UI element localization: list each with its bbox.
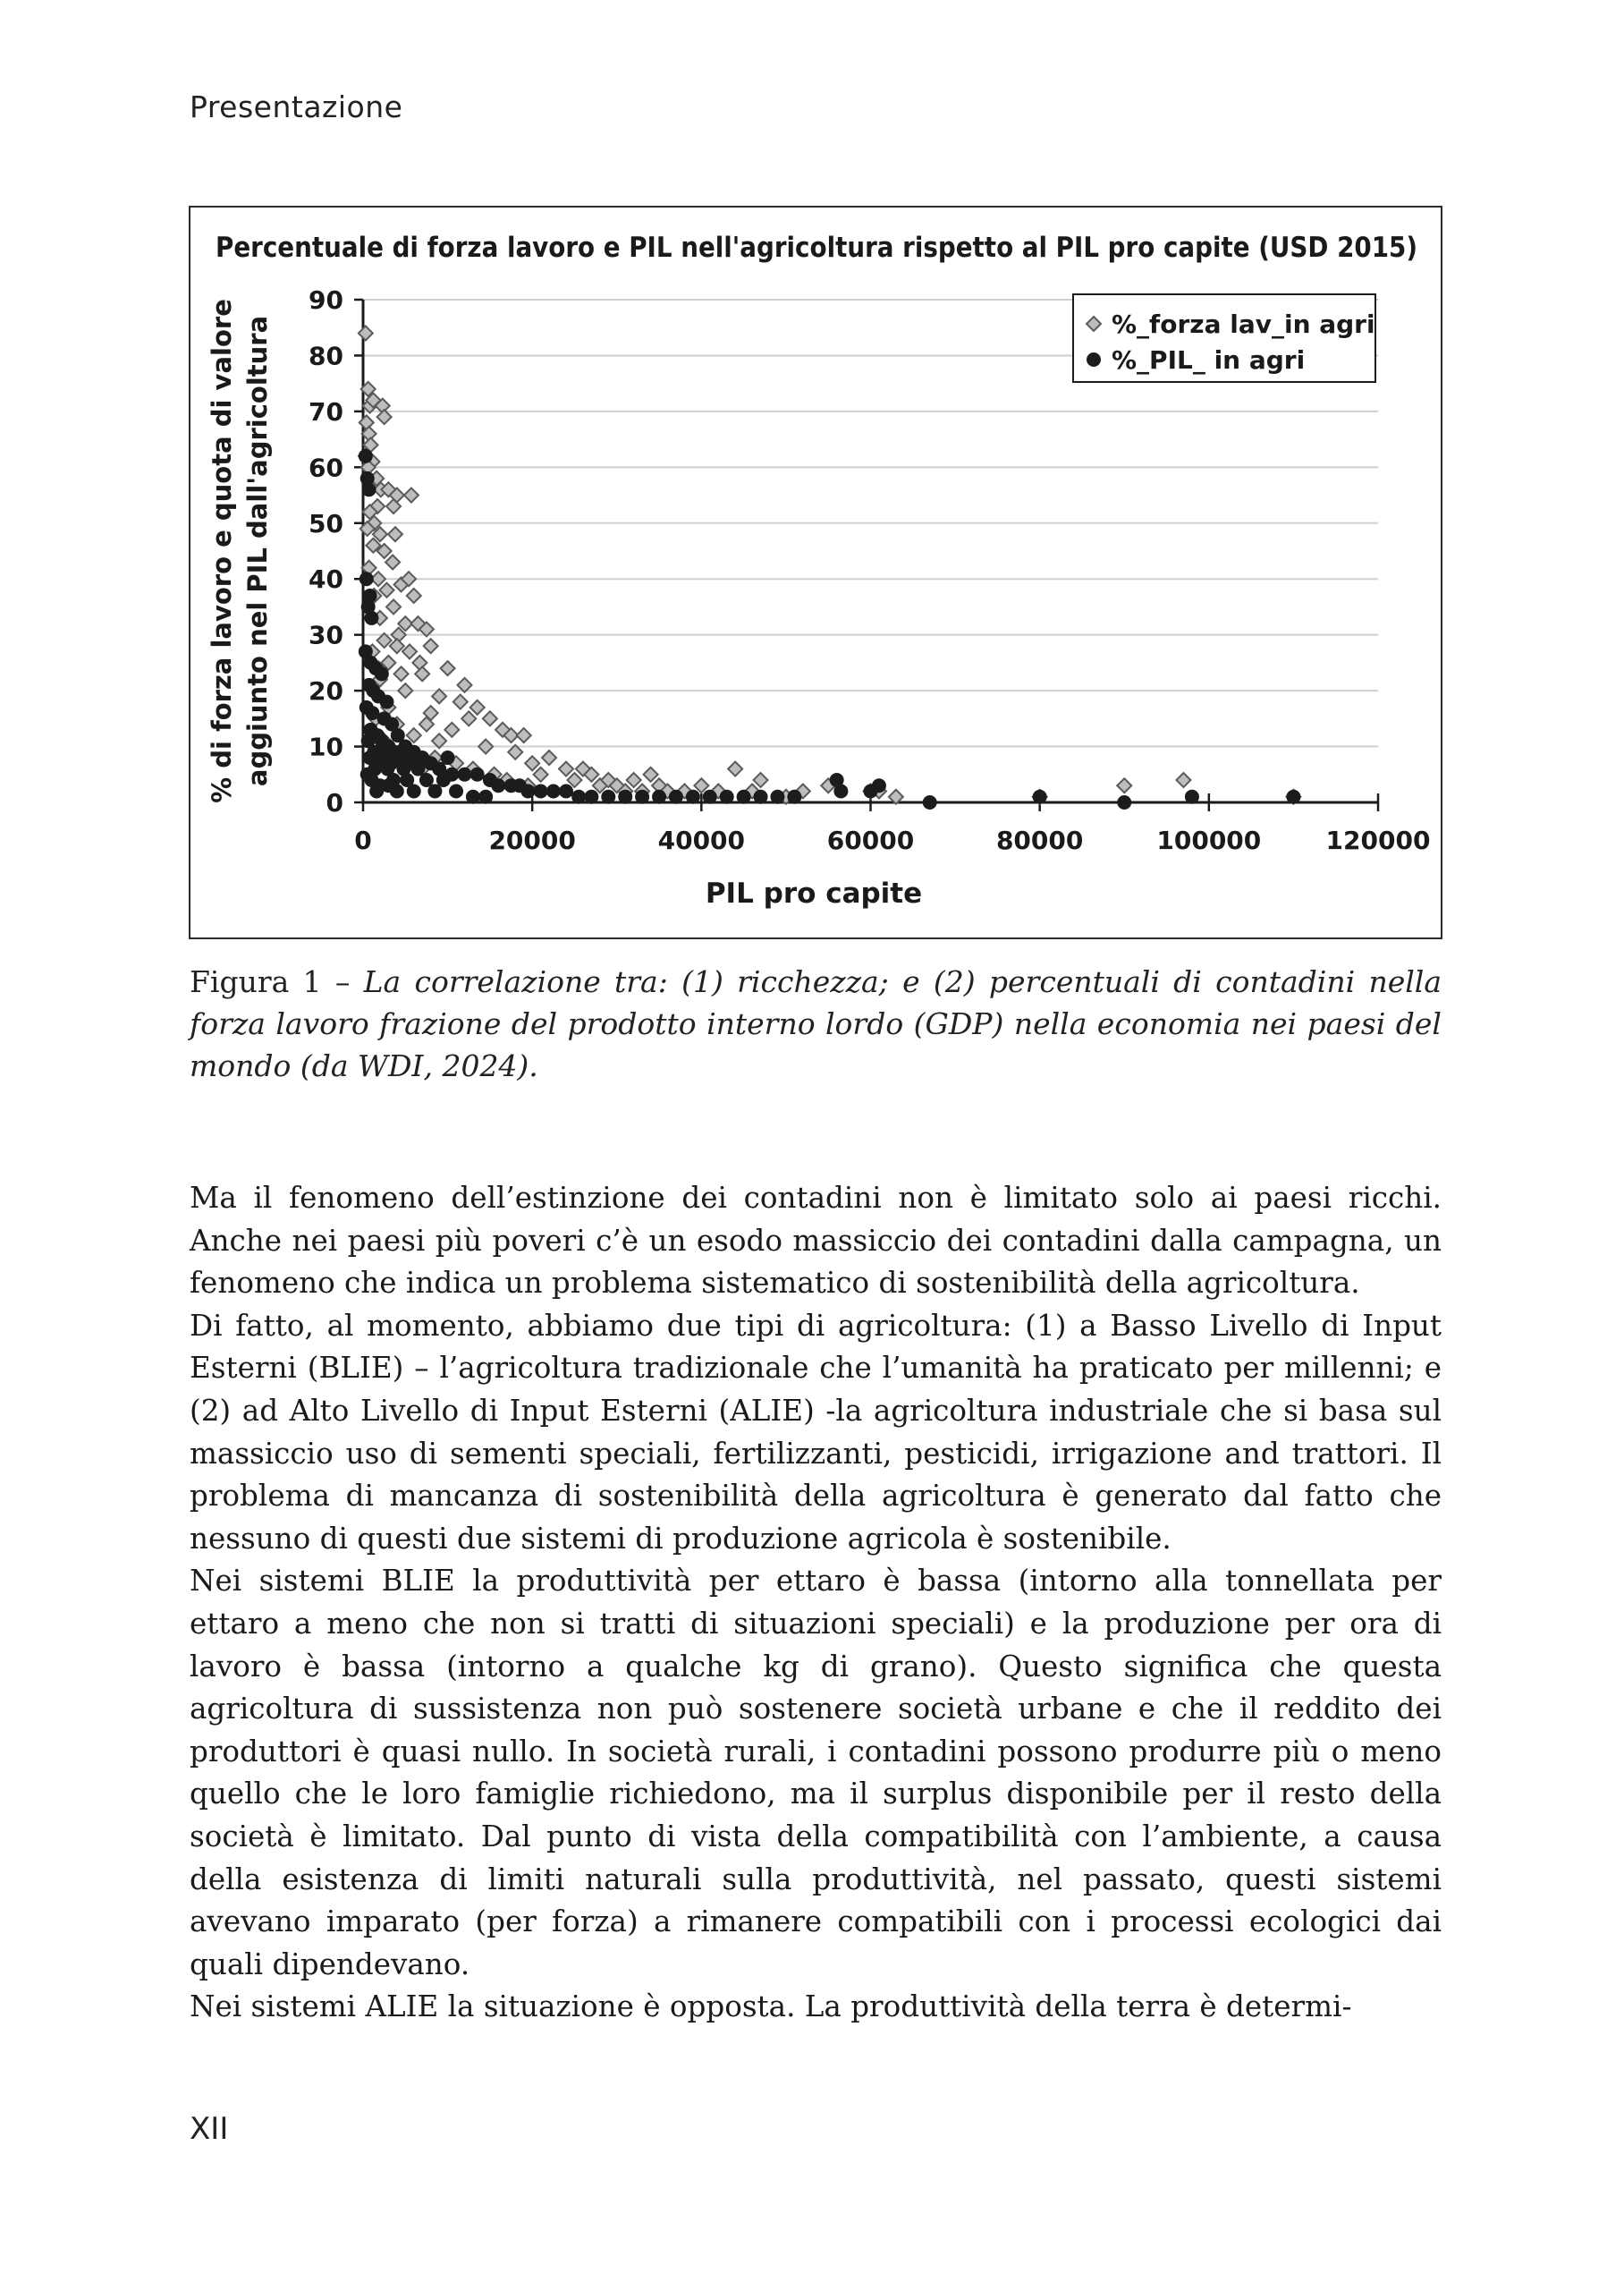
data-point-forza-lavoro	[1117, 778, 1131, 793]
data-point-pil	[754, 790, 768, 804]
data-point-forza-lavoro	[415, 666, 429, 681]
page-number: XII	[190, 2111, 229, 2147]
data-point-forza-lavoro	[444, 723, 459, 737]
y-tick-label: 70	[309, 396, 343, 427]
chart-legend	[1073, 294, 1375, 382]
body-text	[190, 1177, 1442, 2029]
data-point-forza-lavoro	[542, 751, 556, 765]
data-point-pil	[470, 768, 485, 782]
figure-chart	[189, 206, 1442, 939]
x-tick-label: 60000	[826, 826, 915, 855]
chart-title: Percentuale di forza lavoro e PIL nell'agricoltura rispetto al PIL pro capite (USD 2015)	[216, 232, 1417, 264]
y-tick-labels	[309, 285, 343, 818]
data-point-forza-lavoro	[470, 700, 485, 715]
data-point-pil	[466, 790, 480, 804]
legend-circle-marker-icon	[1087, 352, 1101, 367]
data-point-pil	[787, 790, 801, 804]
data-point-forza-lavoro	[483, 711, 497, 725]
data-point-forza-lavoro	[517, 728, 531, 742]
data-point-forza-lavoro	[525, 756, 539, 770]
data-point-forza-lavoro	[627, 773, 641, 787]
data-point-forza-lavoro	[478, 740, 493, 754]
y-tick-label: 50	[309, 508, 343, 539]
data-point-forza-lavoro	[412, 656, 427, 670]
data-point-pil	[458, 768, 472, 782]
data-point-forza-lavoro	[398, 683, 412, 698]
data-point-pil	[669, 790, 683, 804]
data-point-pil	[601, 790, 615, 804]
data-point-pil	[375, 666, 389, 681]
data-point-forza-lavoro	[534, 768, 548, 782]
data-point-pil	[407, 785, 421, 799]
data-point-pil	[571, 790, 586, 804]
data-point-pil	[1033, 790, 1047, 804]
data-point-pil	[379, 695, 393, 709]
y-tick-label: 80	[309, 341, 343, 371]
x-tick-label: 20000	[488, 826, 576, 855]
data-point-pil	[833, 785, 848, 799]
data-point-pil	[559, 785, 573, 799]
data-point-forza-lavoro	[404, 488, 419, 503]
data-point-pil	[520, 785, 535, 799]
data-point-pil	[441, 751, 455, 765]
data-point-pil	[390, 785, 404, 799]
caption-label: Figura 1 –	[190, 964, 364, 999]
data-point-pil	[376, 745, 390, 759]
data-point-pil	[534, 785, 548, 799]
paragraph: Nei sistemi BLIE la produttività per ettaro è bassa (intorno alla tonnellata per ettaro a meno che non si tratti di situazioni speciali) e la produzione per ora di lavoro è bassa (intorno a qualche kg di grano). Questo significa che questa agricoltura di sussistenza non può sostenere società urbane e che il reddito dei produttori è quasi nullo. In società rurali, i contadini possono produrre più o meno quello che le loro famiglie richiedono, ma il surplus disponibile per il resto della società è limitato. Dal punto di vista della compatibilità con l’ambiente, a causa della esistenza di limiti naturali sulla produttività, nel passato, questi sistemi avevano imparato (per forza) a rimanere compatibili con i processi ecologici dai quali dipendevano.	[190, 1564, 1442, 1981]
data-point-pil	[1286, 790, 1300, 804]
y-tick-label: 10	[309, 732, 343, 762]
x-tick-label: 120000	[1325, 826, 1431, 855]
x-tick-label: 0	[354, 826, 372, 855]
data-point-pil	[652, 790, 666, 804]
data-point-pil	[923, 795, 937, 810]
data-point-pil	[686, 790, 700, 804]
data-point-forza-lavoro	[394, 666, 409, 681]
data-point-forza-lavoro	[424, 639, 438, 653]
y-axis-label-line-1: % di forza lavoro e quota di valore	[207, 299, 237, 803]
data-point-forza-lavoro	[1176, 773, 1190, 787]
x-tick-labels	[354, 826, 1430, 855]
data-point-forza-lavoro	[461, 711, 476, 725]
data-point-pil	[478, 790, 493, 804]
caption-text: La correlazione tra: (1) ricchezza; e (2) percentuali di contadini nella forza lavoro frazione del prodotto interno lordo (GDP) nella economia nei paesi del mondo (da WDI, 2024).	[190, 964, 1442, 1083]
data-point-pil	[359, 449, 373, 463]
data-point-pil	[362, 482, 376, 496]
data-point-forza-lavoro	[644, 768, 658, 782]
paragraph: Nei sistemi ALIE la situazione è opposta. La produttività della terra è determi-	[190, 1989, 1352, 2024]
x-tick-label: 40000	[657, 826, 746, 855]
data-point-forza-lavoro	[359, 326, 373, 340]
legend-label-pil: %_PIL_ in agri	[1112, 345, 1306, 375]
data-point-pil	[359, 572, 374, 586]
data-point-forza-lavoro	[359, 415, 374, 429]
legend-label-forza-lavoro: %_forza lav_in agri	[1112, 310, 1375, 339]
x-tick-label: 80000	[995, 826, 1084, 855]
data-point-pil	[635, 790, 649, 804]
data-point-forza-lavoro	[407, 589, 421, 603]
data-point-pil	[703, 790, 717, 804]
data-point-pil	[491, 778, 505, 793]
data-point-pil	[737, 790, 751, 804]
running-head: Presentazione	[190, 89, 403, 124]
data-point-pil	[436, 773, 451, 787]
paragraph: Ma il fenomeno dell’estinzione dei contadini non è limitato solo ai paesi ricchi. Anche nei paesi più poveri c’è un esodo massiccio dei contadini dalla campagna, un fenomeno che indica un problema sistematico di sostenibilità della agricoltura.	[190, 1181, 1442, 1301]
series-forza-lavoro	[359, 326, 1301, 803]
data-point-pil	[360, 768, 375, 782]
data-point-pil	[584, 790, 598, 804]
x-axis-label: PIL pro capite	[705, 878, 923, 910]
figure-caption	[190, 961, 1442, 1087]
data-point-pil	[770, 790, 784, 804]
y-tick-label: 40	[309, 564, 343, 595]
data-point-forza-lavoro	[386, 599, 401, 614]
y-axis-label-line-2: aggiunto nel PIL dall'agricoltura	[242, 315, 273, 787]
data-point-forza-lavoro	[385, 555, 400, 569]
data-point-forza-lavoro	[388, 527, 402, 541]
data-point-pil	[720, 790, 734, 804]
data-point-forza-lavoro	[728, 762, 742, 776]
paragraph: Di fatto, al momento, abbiamo due tipi di agricoltura: (1) a Basso Livello di Input Esterni (BLIE) – l’agricoltura tradizionale che l’umanità ha praticato per millenni; e (2) ad Alto Livello di Input Esterni (ALIE) -la agricoltura industriale che si basa sul massiccio uso di sementi speciali, fertilizzanti, pesticidi, irrigazione and trattori. Il problema di mancanza di sostenibilità della agricoltura è generato dal fatto che nessuno di questi due sistemi di produzione agricola è sostenibile.	[190, 1308, 1442, 1556]
data-point-pil	[369, 785, 384, 799]
data-point-pil	[1117, 795, 1131, 810]
data-point-pil	[872, 778, 886, 793]
data-point-forza-lavoro	[754, 773, 768, 787]
y-tick-label: 20	[309, 676, 343, 707]
y-tick-label: 90	[309, 285, 343, 315]
data-point-pil	[546, 785, 561, 799]
data-point-forza-lavoro	[453, 695, 468, 709]
y-tick-label: 30	[309, 620, 343, 650]
data-point-pil	[364, 611, 378, 625]
x-tick-label: 100000	[1156, 826, 1262, 855]
y-tick-label: 0	[326, 788, 343, 818]
data-point-pil	[618, 790, 632, 804]
data-point-pil	[449, 785, 463, 799]
scatter-chart	[190, 208, 1441, 937]
data-point-forza-lavoro	[559, 762, 573, 776]
data-point-forza-lavoro	[441, 661, 455, 675]
series-pil	[359, 449, 1301, 810]
data-point-pil	[1185, 790, 1199, 804]
y-tick-label: 60	[309, 453, 343, 483]
